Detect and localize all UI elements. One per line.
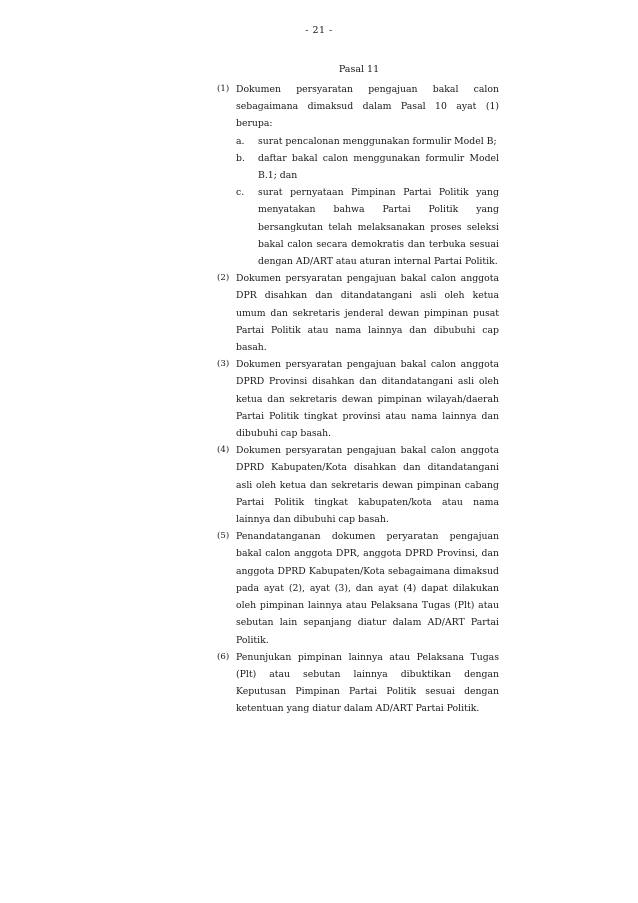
list-item-text: surat pencalonan menggunakan formulir Model B; (258, 135, 497, 147)
clause-5 (217, 528, 499, 648)
list-item-letter: c. (236, 187, 245, 199)
clause-4 (217, 442, 499, 528)
clause-1 (217, 81, 499, 270)
list-item (236, 184, 499, 270)
clause-text: Penandatanganan dokumen peryaratan pengajuan bakal calon anggota DPR, anggota DPRD Provinsi, dan anggota DPRD Kabupaten/Kota sebagaimana dimaksud pada ayat (2), ayat (3), dan ayat (4) dapat dilakukan oleh pimpinan lainnya atau Pelaksana Tugas (Plt) atau sebutan lain sepanjang diatur dalam AD/ART Partai Politik. (236, 531, 499, 646)
clause-number: (6) (217, 651, 230, 662)
clause-2 (217, 270, 499, 356)
clause-number: (2) (217, 273, 230, 284)
list-item-text: surat pernyataan Pimpinan Partai Politik yang menyatakan bahwa Partai Politik yang bersangkutan telah melaksanakan proses seleksi bakal calon secara demokratis dan terbuka sesuai dengan AD/ART atau aturan internal Partai Politik. (258, 187, 499, 268)
list-item (236, 150, 499, 184)
article-body (217, 81, 499, 718)
clause-text: Dokumen persyaratan pengajuan bakal calon anggota DPRD Kabupaten/Kota disahkan dan ditandatangani asli oleh ketua dan sekretaris dewan pimpinan cabang Partai Politik tingkat kabupaten/kota atau nama lainnya dan dibubuhi cap basah. (236, 445, 499, 526)
clause-number: (1) (217, 84, 230, 94)
clause-text: Dokumen persyaratan pengajuan bakal calon sebagaimana dimaksud dalam Pasal 10 ayat (1) berupa: (236, 84, 499, 130)
article-title: Pasal 11 (338, 64, 380, 75)
clause-text: Dokumen persyaratan pengajuan bakal calon anggota DPRD Provinsi disahkan dan ditandatangani asli oleh ketua dan sekretaris dewan pimpinan wilayah/daerah Partai Politik tingkat provinsi atau nama lainnya dan dibubuhi cap basah. (236, 359, 499, 440)
list-item-letter: a. (236, 135, 245, 147)
clause-text: Dokumen persyaratan pengajuan bakal calon anggota DPR disahkan dan ditandatangani asli oleh ketua umum dan sekretaris jenderal dewan pimpinan pusat Partai Politik atau nama lainnya dan dibubuhi cap basah. (236, 273, 499, 354)
clause-6 (217, 649, 499, 718)
clause-body (236, 81, 499, 270)
clause-text: Penunjukan pimpinan lainnya atau Pelaksana Tugas (Plt) atau sebutan lainnya dibuktikan dengan Keputusan Pimpinan Partai Politik sesuai dengan ketentuan yang diatur dalam AD/ART Partai Politik. (236, 651, 499, 715)
list-item (236, 133, 499, 150)
clause-number: (5) (217, 531, 230, 542)
clause-3 (217, 356, 499, 442)
list-item-text: daftar bakal calon menggunakan formulir Model B.1; dan (258, 152, 499, 182)
page-number: - 21 - (305, 25, 333, 36)
clause-number: (3) (217, 359, 230, 370)
clause-number: (4) (217, 445, 230, 456)
list-item-letter: b. (236, 152, 245, 164)
